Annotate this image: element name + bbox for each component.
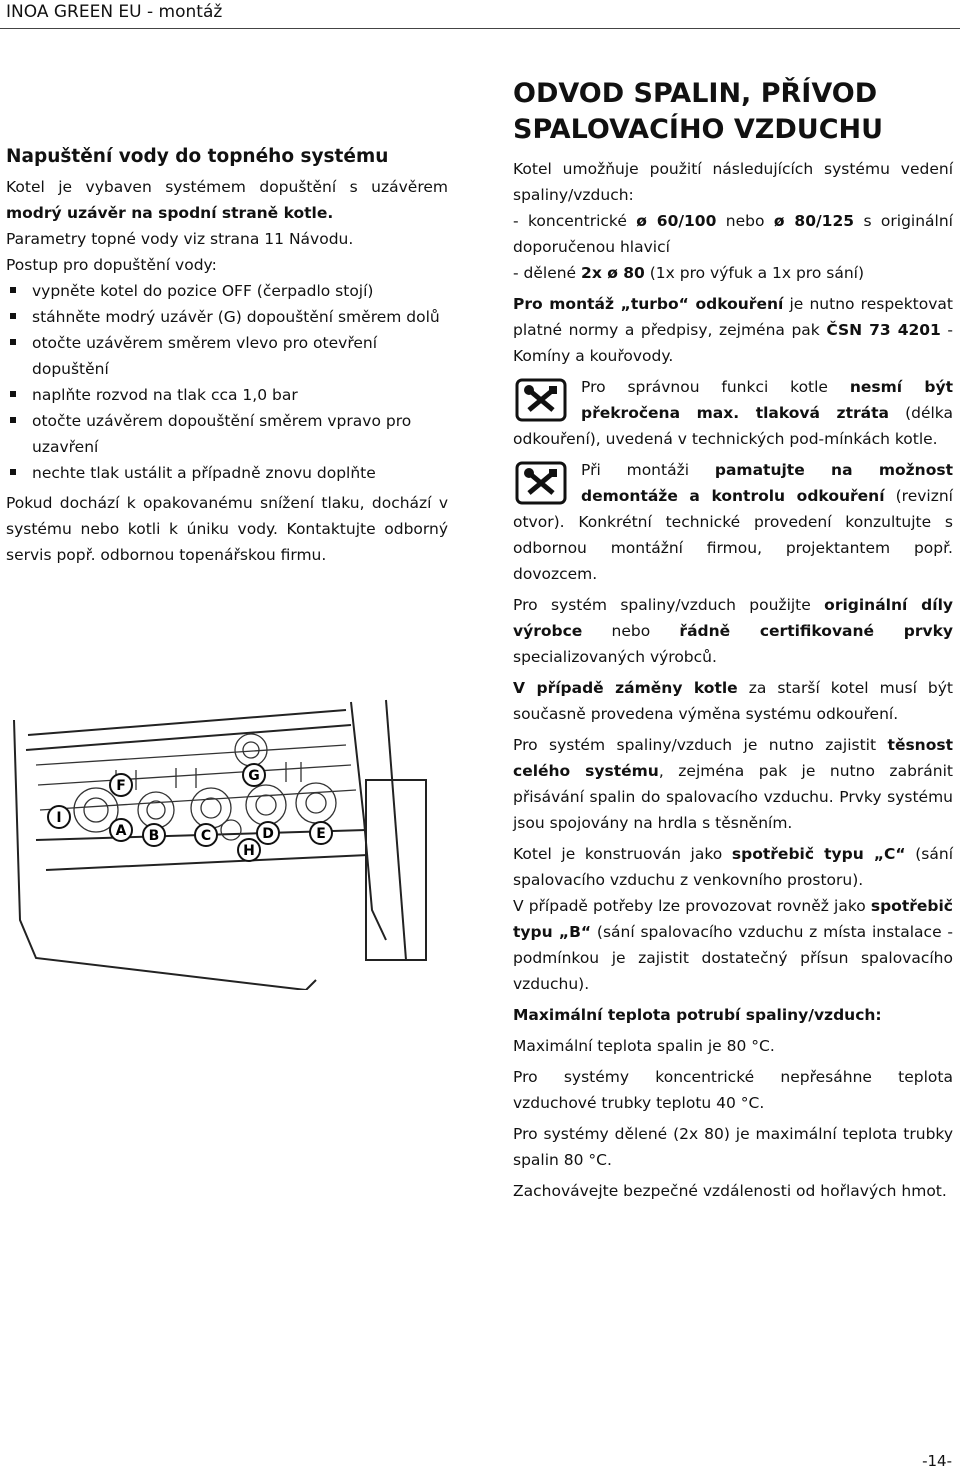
text: Pro systém spaliny/vzduch je nutno zajistit: [513, 736, 888, 754]
svg-text:E: E: [316, 826, 326, 842]
label-H: [238, 839, 260, 861]
bold-text: Pro montáž „turbo“ odkouření: [513, 295, 784, 313]
list-item: otočte uzávěrem směrem vlevo pro otevření dopuštění: [6, 330, 448, 382]
left-column: [6, 143, 448, 568]
text: , zejména pak je nutno zabránit přisávání spalin do spalovacího vzduchu. Prvky systému jsou spojovány na hrdla s těsněním.: [513, 762, 953, 832]
label-E: [310, 822, 332, 844]
svg-text:I: I: [56, 810, 62, 826]
bold-text: spotřebič typu „C“: [731, 845, 906, 863]
bold-text: spotřebič typu „B“: [513, 897, 953, 941]
text: specializovaných výrobců.: [513, 648, 717, 666]
paragraph: [513, 208, 953, 260]
paragraph: Maximální teplota spalin je 80 °C.: [513, 1037, 775, 1055]
bold-text: pamatujte na možnost demontáže a kontrolu odkouření: [581, 461, 953, 505]
label-I: [48, 806, 70, 828]
bold-text: těsnost celého systému: [513, 736, 953, 780]
text: Při montáži: [581, 461, 715, 479]
svg-text:H: H: [243, 843, 255, 859]
svg-text:B: B: [148, 828, 160, 844]
bold-text: originální díly výrobce: [513, 596, 954, 640]
paragraph: Postup pro dopuštění vody:: [6, 256, 217, 274]
label-G: [243, 764, 265, 786]
label-B: [143, 824, 165, 846]
tools-icon: [515, 378, 567, 422]
paragraph: Pro systémy koncentrické nepřesáhne teplota vzduchové trubky teplotu 40 °C.: [513, 1068, 953, 1112]
label-F: [110, 774, 132, 796]
text: Kotel je konstruován jako: [513, 845, 732, 863]
label-A: [110, 819, 132, 841]
section-heading-flue: ODVOD SPALIN, PŘÍVOD SPALOVACÍHO VZDUCHU: [513, 78, 884, 145]
text: (1x pro výfuk a 1x pro sání): [644, 264, 864, 282]
svg-text:A: A: [115, 823, 127, 839]
bold-text: modrý uzávěr na spodní straně kotle.: [6, 204, 334, 222]
text: Pro systém spaliny/vzduch použijte: [513, 596, 825, 614]
text: (délka odkouření), uvedená v technických pod-mínkách kotle.: [513, 404, 954, 448]
page-header: [0, 0, 960, 29]
list-item: [6, 304, 448, 330]
text: stáhněte modrý uzávěr (G) dopouštění směrem dolů: [32, 308, 440, 326]
paragraph: [513, 260, 953, 286]
text: V případě potřeby lze provozovat rovněž jako: [513, 897, 871, 915]
text: - dělené: [513, 264, 582, 282]
boiler-bottom-illustration: [6, 690, 444, 990]
list-item: naplňte rozvod na tlak cca 1,0 bar: [6, 382, 448, 408]
paragraph: Pro systémy dělené (2x 80) je maximální teplota trubky spalin 80 °C.: [513, 1125, 953, 1169]
text: Kotel je vybaven systémem dopuštění s uzávěrem: [6, 178, 448, 196]
bold-text: řádně certifikované prvky: [679, 622, 953, 640]
section-heading-water: Napuštění vody do topného systému: [6, 146, 389, 167]
bold-text: ø 60/100: [636, 212, 717, 230]
paragraph: [513, 291, 953, 369]
bold-text: 2x ø 80: [581, 264, 645, 282]
paragraph: [513, 893, 953, 997]
list-item: vypněte kotel do pozice OFF (čerpadlo stojí): [6, 278, 448, 304]
paragraph: Zachovávejte bezpečné vzdálenosti od hořlavých hmot.: [513, 1182, 947, 1200]
step-list: [6, 278, 448, 486]
text: je nutno respektovat platné normy a předpisy, zejména pak: [513, 295, 953, 339]
svg-text:G: G: [248, 768, 260, 784]
text: za starší kotel musí být současně provedena výměna systému odkouření.: [513, 679, 953, 723]
right-column: [513, 76, 953, 1209]
svg-text:D: D: [262, 826, 274, 842]
list-item: nechte tlak ustálit a případně znovu doplňte: [6, 460, 448, 486]
text: - koncentrické: [513, 212, 637, 230]
bold-text: ČSN 73 4201: [826, 321, 941, 339]
text: (sání spalovacího vzduchu z místa instalace - podmínkou je zajistit dostatečný přísun spalovacího vzduchu).: [513, 923, 953, 993]
page-number: -14-: [922, 1452, 952, 1470]
paragraph: Kotel umožňuje použití následujících systému vedení spaliny/vzduch:: [513, 160, 953, 204]
warning-paragraph: [513, 374, 953, 452]
svg-text:F: F: [116, 778, 126, 794]
paragraph: [513, 732, 953, 836]
text: nebo: [582, 622, 680, 640]
svg-text:C: C: [200, 828, 212, 844]
paragraph: Pokud dochází k opakovanému snížení tlaku, dochází v systému nebo kotli k úniku vody. Kontaktujte odborný servis popř. odbornou topenářskou firmu.: [6, 494, 448, 564]
text: (revizní otvor).: [513, 487, 953, 531]
text: Konkrétní technické provedení konzultujte s odbornou montážní firmou, projektantem popř. dovozcem.: [513, 513, 953, 583]
header-title: INOA GREEN EU - montáž: [6, 2, 223, 22]
paragraph: Parametry topné vody viz strana 11 Návodu.: [6, 230, 354, 248]
text: Pro správnou funkci kotle: [581, 378, 850, 396]
paragraph: [513, 841, 953, 893]
paragraph: [513, 592, 953, 670]
label-D: [257, 822, 279, 844]
text: s originální doporučenou hlavicí: [513, 212, 953, 256]
bold-text: V případě záměny kotle: [513, 679, 738, 697]
tools-icon: [515, 461, 567, 505]
bold-text: nesmí být překročena max. tlaková ztráta: [581, 378, 953, 422]
paragraph: [513, 675, 953, 727]
list-item: otočte uzávěrem dopouštění směrem vpravo pro uzavření: [6, 408, 448, 460]
paragraph: [6, 174, 448, 226]
bold-text: ø 80/125: [773, 212, 855, 230]
text: (sání spalovacího vzduchu z venkovního prostoru).: [513, 845, 953, 889]
text: - Komíny a kouřovody.: [513, 321, 953, 365]
label-C: [195, 824, 217, 846]
warning-paragraph: [513, 457, 953, 587]
paragraph-bold: Maximální teplota potrubí spaliny/vzduch:: [513, 1006, 882, 1024]
text: nebo: [716, 212, 774, 230]
